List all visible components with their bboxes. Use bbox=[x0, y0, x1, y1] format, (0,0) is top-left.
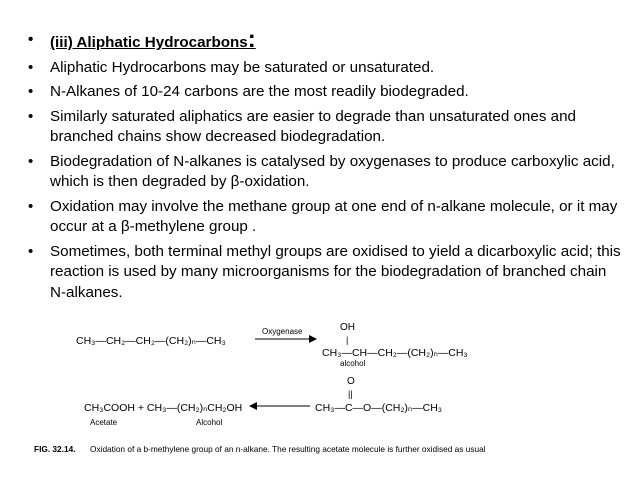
figure-caption-text: Oxidation of a b-methylene group of an n-alkane. The resulting acetate molecule is further oxidised as usual bbox=[90, 444, 486, 454]
bullet-dot: • bbox=[28, 58, 34, 76]
figure-caption-label: FIG. 32.14. bbox=[34, 444, 76, 454]
alcohol-product-label: Alcohol bbox=[196, 418, 223, 427]
bullet-text: N-Alkanes of 10-24 carbons are the most readily biodegraded. bbox=[50, 83, 469, 100]
reaction-scheme-figure bbox=[0, 305, 638, 478]
bullet-item bbox=[28, 197, 624, 238]
bullet-dot: • bbox=[28, 152, 34, 170]
slide-heading bbox=[28, 26, 624, 54]
carbonyl-oxygen: O bbox=[347, 376, 355, 387]
bullet-text: Aliphatic Hydrocarbons may be saturated or unsaturated. bbox=[50, 58, 435, 76]
alcohol-label: alcohol bbox=[340, 359, 366, 368]
bullet-text: Biodegradation of N-alkanes is catalysed by oxygenases to produce carboxylic acid, which is then degraded by β-oxidation. bbox=[50, 152, 615, 190]
bullet-item bbox=[28, 242, 624, 304]
bullet-dot: • bbox=[28, 197, 34, 215]
bullet-text: Similarly saturated aliphatics are easier to degrade than unsaturated ones and branched chains show decreased biodegradation. bbox=[50, 107, 576, 145]
n-alkane-formula: CH₃—CH₂—CH₂—(CH₂)ₙ—CH₃ bbox=[76, 335, 226, 347]
bullet-dot: • bbox=[28, 31, 34, 48]
bullet-list bbox=[28, 26, 624, 307]
oxygenase-label: Oxygenase bbox=[262, 327, 303, 336]
bullet-item bbox=[28, 152, 624, 193]
secondary-alcohol-formula: CH₃—CH—CH₂—(CH₂)ₙ—CH₃ bbox=[322, 347, 468, 359]
bullet-text: Sometimes, both terminal methyl groups are oxidised to yield a dicarboxylic acid; this reaction is used by many microorganisms for the biodegradation of branched chain N-alkanes. bbox=[50, 242, 621, 301]
carbonyl-double-bond: || bbox=[348, 389, 353, 399]
bullet-item bbox=[28, 82, 624, 103]
bullet-item bbox=[28, 58, 624, 79]
bullet-item bbox=[28, 107, 624, 148]
heading-colon: : bbox=[247, 26, 256, 53]
acetate-label: Acetate bbox=[90, 418, 118, 427]
bullet-dot: • bbox=[28, 83, 34, 100]
bullet-text: Oxidation may involve the methane group at one end of n-alkane molecule, or it may occur at a β-methylene group . bbox=[50, 197, 618, 235]
heading-text: (iii) Aliphatic Hydrocarbons bbox=[50, 34, 248, 51]
products-formula: CH₃COOH + CH₃—(CH₂)ₙCH₂OH bbox=[84, 402, 243, 414]
bullet-dot: • bbox=[28, 107, 34, 125]
hydroxyl-group: OH bbox=[340, 322, 355, 333]
alcohol-bond: | bbox=[346, 335, 349, 345]
bullet-dot: • bbox=[28, 242, 34, 260]
ester-formula: CH₃—C—O—(CH₂)ₙ—CH₃ bbox=[315, 402, 443, 414]
